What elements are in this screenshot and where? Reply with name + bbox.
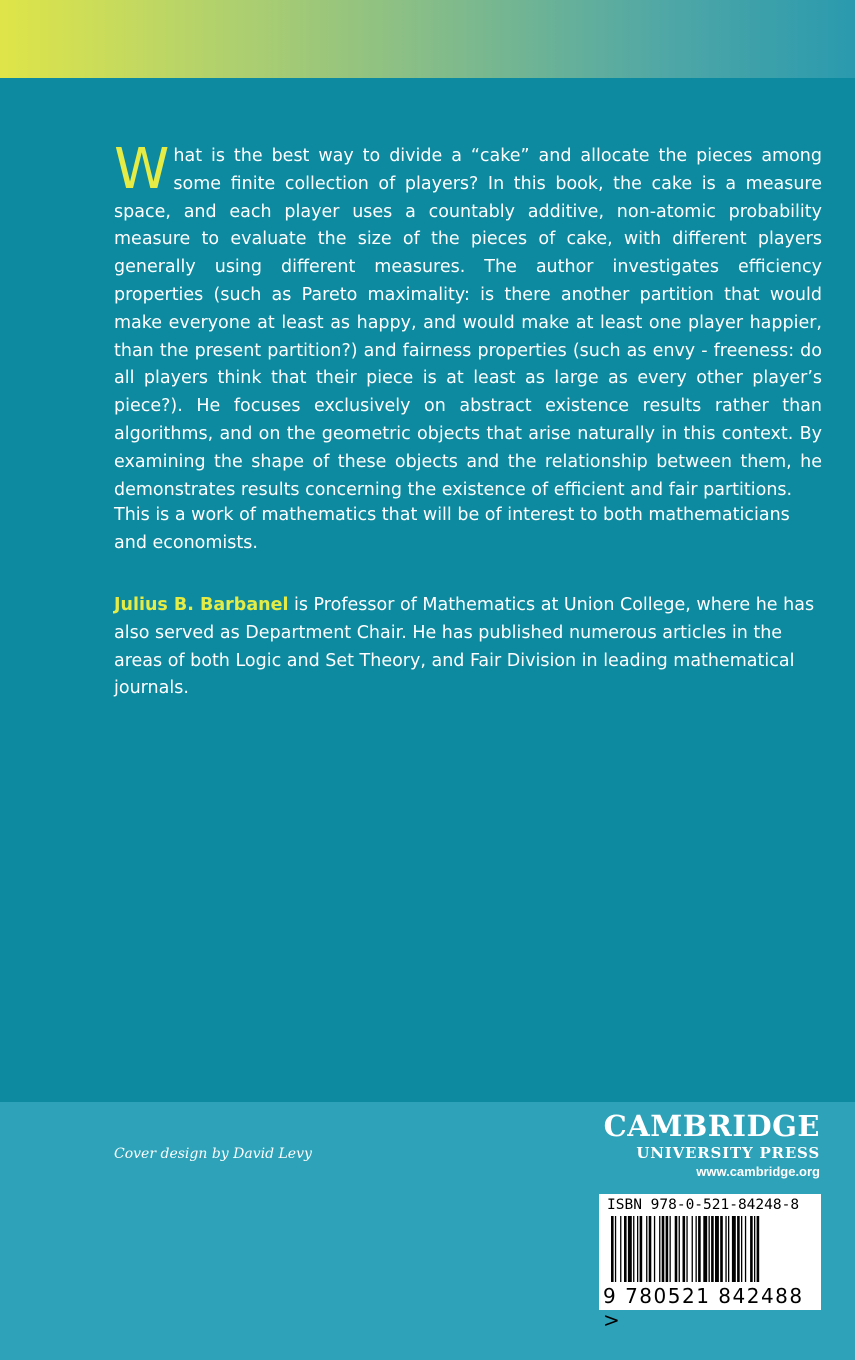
top-gradient-band	[0, 0, 855, 78]
barcode-bar	[662, 1216, 665, 1282]
barcode-bar	[711, 1216, 714, 1282]
barcode-digits: 9 780521 842488 >	[603, 1284, 804, 1332]
drop-cap: W	[114, 137, 170, 202]
barcode-bar	[750, 1216, 753, 1282]
barcode-bar	[620, 1216, 621, 1282]
barcode-bar	[615, 1216, 616, 1282]
barcode-bar	[757, 1216, 760, 1282]
barcode-bar	[696, 1216, 697, 1282]
barcode-bar	[670, 1216, 671, 1282]
barcode-bar	[659, 1216, 660, 1282]
barcode-bar	[666, 1216, 669, 1282]
barcode-bar	[745, 1216, 746, 1282]
barcode-bar	[709, 1216, 710, 1282]
barcode-bar	[692, 1216, 693, 1282]
author-name: Julius B. Barbanel	[114, 595, 289, 615]
barcode-bar	[732, 1216, 736, 1282]
barcode-bar	[741, 1216, 742, 1282]
publisher-subtitle: UNIVERSITY PRESS	[636, 1144, 820, 1162]
barcode-bar	[628, 1216, 632, 1282]
barcode-bar	[637, 1216, 638, 1282]
barcode-bar	[754, 1216, 755, 1282]
barcode-bar	[737, 1216, 740, 1282]
barcode-bar	[728, 1216, 729, 1282]
barcode-bar	[715, 1216, 719, 1282]
blurb-paragraph-2: This is a work of mathematics that will be of interest to both mathematicians and economists.	[114, 505, 790, 553]
barcode	[599, 1194, 821, 1332]
barcode-bar	[633, 1216, 634, 1282]
author-bio-text: is Professor of Mathematics at Union College, where he has also served as Department Chair. He has published numerous articles in the areas of both Logic and Set Theory, and Fair Division in leading mathematical journals.	[114, 595, 815, 699]
blurb-text: hat is the best way to divide a “cake” and allocate the pieces among some finite collection of players? In this book, the cake is a measure space, and each player uses a countably additive, non-atomic probability measure to evaluate the size of the pieces of cake, with different players generally using different measures. The author investigates efficiency properties (such as Pareto maximality: is there another partition that would make everyone at least as happy, and would make at least one player happier, than the present partition?) and fairness properties (such as envy - freeness: do all players think that their piece is at least as large as every other player’s piece?). He focuses exclusively on abstract existence results rather than algorithms, and on the geometric objects that arise naturally in this context. By examining the shape of these objects and the relationship between them, he demonstrates results concerning the existence of efficient and fair partitions.	[114, 146, 822, 500]
isbn-label: ISBN 978-0-521-84248-8	[607, 1197, 800, 1213]
barcode-bar	[703, 1216, 707, 1282]
barcode-bar	[646, 1216, 647, 1282]
barcode-bar	[649, 1216, 652, 1282]
publisher-url: www.cambridge.org	[696, 1164, 820, 1179]
barcode-bars	[599, 1216, 821, 1286]
barcode-bar	[624, 1216, 627, 1282]
barcode-bar	[698, 1216, 701, 1282]
blurb-paragraph-1	[114, 137, 822, 504]
barcode-bar	[679, 1216, 680, 1282]
barcode-bar	[683, 1216, 686, 1282]
publisher-logo	[598, 1108, 820, 1182]
barcode-bar	[654, 1216, 655, 1282]
cover-credit: Cover design by David Levy	[114, 1146, 312, 1162]
barcode-bar	[725, 1216, 726, 1282]
barcode-bar	[675, 1216, 678, 1282]
barcode-bar	[640, 1216, 643, 1282]
barcode-bar	[611, 1216, 614, 1282]
author-bio	[114, 592, 822, 703]
barcode-bar	[686, 1216, 687, 1282]
barcode-bar	[720, 1216, 723, 1282]
publisher-name: CAMBRIDGE	[603, 1109, 820, 1143]
